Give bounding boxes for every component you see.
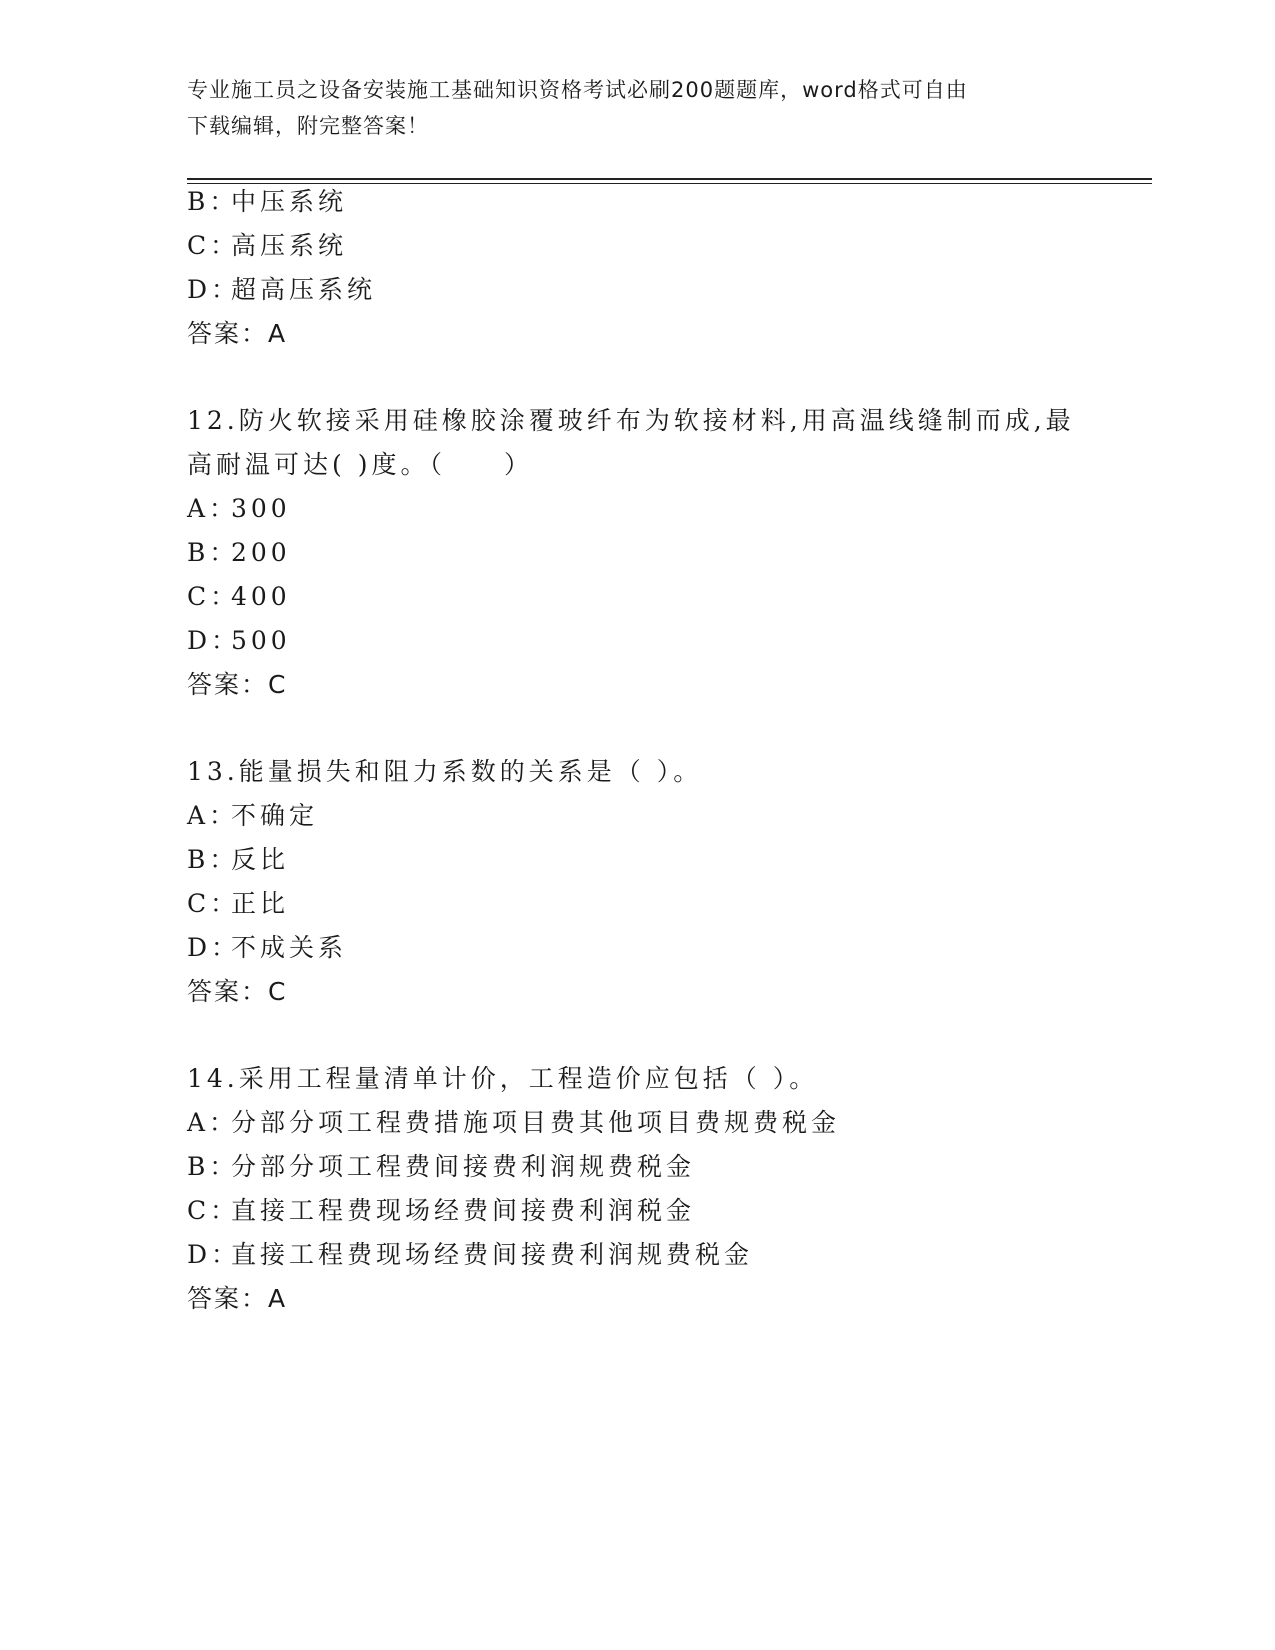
option-text: 高压系统: [231, 231, 348, 260]
option-key: B：: [187, 845, 239, 874]
q11-option-d: [187, 275, 376, 305]
option-text: 400: [231, 582, 291, 611]
q12-stem-line-1: 12.防火软接采用硅橡胶涂覆玻纤布为软接材料,用高温线缝制而成,最: [187, 406, 1075, 435]
option-text: 分部分项工程费间接费利润规费税金: [231, 1152, 696, 1181]
q11-option-b: [187, 187, 347, 217]
q14-option-d: [187, 1240, 753, 1270]
option-key: D：: [187, 1240, 241, 1269]
q14-answer: 答案：A: [187, 1284, 288, 1313]
option-text: 不确定: [231, 801, 319, 830]
option-key: B：: [187, 538, 239, 567]
q13-option-a: [187, 801, 318, 831]
option-key: D：: [187, 933, 241, 962]
q11-option-c: [187, 231, 347, 261]
option-text: 直接工程费现场经费间接费利润税金: [231, 1196, 696, 1225]
option-text: 反比: [231, 845, 290, 874]
document-header: [187, 72, 1067, 144]
option-text: 超高压系统: [231, 275, 377, 304]
q14-option-a: [187, 1108, 840, 1138]
header-line-1: 专业施工员之设备安装施工基础知识资格考试必刷200题题库，word格式可自由: [187, 78, 968, 102]
option-key: A：: [187, 1108, 239, 1137]
q12-option-a: [187, 494, 291, 524]
option-key: C：: [187, 231, 240, 260]
q11-answer: 答案：A: [187, 319, 288, 348]
option-text: 500: [231, 626, 291, 655]
q12-option-c: [187, 582, 291, 612]
option-text: 分部分项工程费措施项目费其他项目费规费税金: [231, 1108, 841, 1137]
option-key: C：: [187, 1196, 240, 1225]
option-text: 不成关系: [231, 933, 348, 962]
q12-stem-line-2: 高耐温可达( )度。（ ）: [187, 450, 533, 479]
option-key: B：: [187, 1152, 239, 1181]
option-text: 直接工程费现场经费间接费利润规费税金: [231, 1240, 754, 1269]
header-line-2: 下载编辑，附完整答案！: [187, 114, 429, 138]
option-key: D：: [187, 626, 241, 655]
q14-stem-line-1: 14.采用工程量清单计价，工程造价应包括（ ）。: [187, 1064, 819, 1093]
option-text: 中压系统: [231, 187, 348, 216]
q13-option-c: [187, 889, 289, 919]
q13-stem-line-1: 13.能量损失和阻力系数的关系是（ ）。: [187, 757, 703, 786]
option-key: A：: [187, 801, 239, 830]
q14-option-c: [187, 1196, 695, 1226]
q13-option-d: [187, 933, 347, 963]
option-key: D：: [187, 275, 241, 304]
option-key: C：: [187, 582, 240, 611]
q12-option-d: [187, 626, 291, 656]
q12-option-b: [187, 538, 291, 568]
option-text: 正比: [231, 889, 290, 918]
header-divider-thick: [187, 178, 1152, 180]
option-text: 300: [231, 494, 291, 523]
option-text: 200: [231, 538, 291, 567]
q12-answer: 答案：C: [187, 670, 288, 699]
q13-option-b: [187, 845, 289, 875]
q13-answer: 答案：C: [187, 977, 288, 1006]
header-divider-thin: [187, 183, 1152, 184]
option-key: C：: [187, 889, 240, 918]
option-key: A：: [187, 494, 239, 523]
q14-option-b: [187, 1152, 695, 1182]
option-key: B：: [187, 187, 239, 216]
